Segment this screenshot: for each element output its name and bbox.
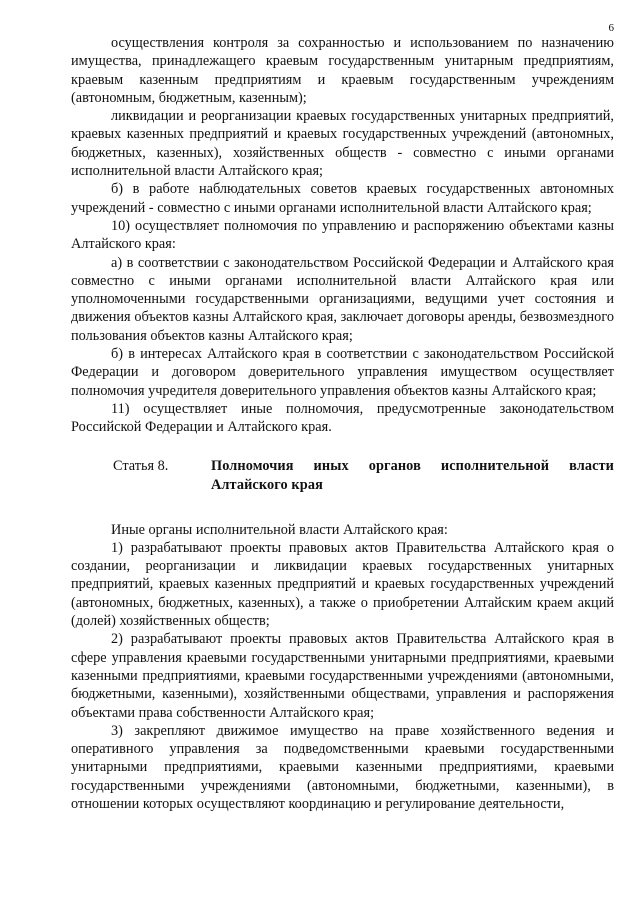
paragraph: осуществления контроля за сохранностью и использованием по назначению имущества, принадлежащего краевым государственным унитарным предприятиям, краевым казенным предприятиям и краевым государственным учреждениям (автономным, бюджетным, казенным);	[71, 35, 614, 106]
article-heading	[71, 457, 614, 495]
paragraph: а) в соответствии с законодательством Российской Федерации и Алтайского края совместно с иными органами исполнительной власти Алтайского края или уполномоченными государственными организациями, ведущими учет состояния и движения объектов казны Алтайского края, заключает договоры аренды, безвозмездного пользования объектов казны Алтайского края;	[71, 254, 614, 344]
article-title: Полномочия иных органов исполнительной власти Алтайского края	[211, 457, 614, 493]
paragraph: ликвидации и реорганизации краевых государственных унитарных предприятий, краевых казенных предприятий и краевых государственных учреждений (автономных, бюджетных, казенных), хозяйственных обществ - совместно с иными органами исполнительной власти Алтайского края;	[71, 108, 614, 180]
paragraph: 3) закрепляют движимое имущество на праве хозяйственного ведения и оперативного управления за подведомственными краевыми государственными унитарными предприятиями, краевыми казенными предприятиями, краевыми государственными учреждениями (автономными, бюджетными, казенными), в отношении которых осуществляют координацию и регулирование деятельности,	[71, 722, 614, 812]
page-number: 6	[608, 22, 614, 34]
paragraph: 2) разрабатывают проекты правовых актов Правительства Алтайского края в сфере управления краевыми государственными унитарными предприятиями, краевыми казенными предприятиями, краевыми государственными учреждениями (автономными, бюджетными, казенными), хозяйственными обществами, управления и распоряжения объектами права собственности Алтайского края;	[71, 631, 614, 721]
paragraph: 1) разрабатывают проекты правовых актов Правительства Алтайского края о создании, реорганизации и ликвидации краевых государственных унитарных предприятий, краевых казенных предприятий и краевых государственных учреждений (автономных, бюджетных, казенных), а также о приобретении Алтайским краем акций (долей) хозяйственных обществ;	[71, 539, 614, 630]
paragraph: б) в интересах Алтайского края в соответствии с законодательством Российской Федерации и договором доверительного управления имуществом осуществляет полномочия учредителя доверительного управления объектов казны Алтайского края;	[71, 346, 614, 399]
article-label: Статья 8.	[113, 457, 169, 474]
paragraph: Иные органы исполнительной власти Алтайского края:	[111, 521, 448, 538]
paragraph: 11) осуществляет иные полномочия, предусмотренные законодательством Российской Федерации и Алтайского края.	[71, 400, 614, 436]
paragraph: 10) осуществляет полномочия по управлению и распоряжению объектами казны Алтайского края:	[71, 217, 614, 253]
document-body	[71, 34, 614, 813]
paragraph: б) в работе наблюдательных советов краевых государственных автономных учреждений - совместно с иными органами исполнительной власти Алтайского края;	[71, 181, 614, 216]
